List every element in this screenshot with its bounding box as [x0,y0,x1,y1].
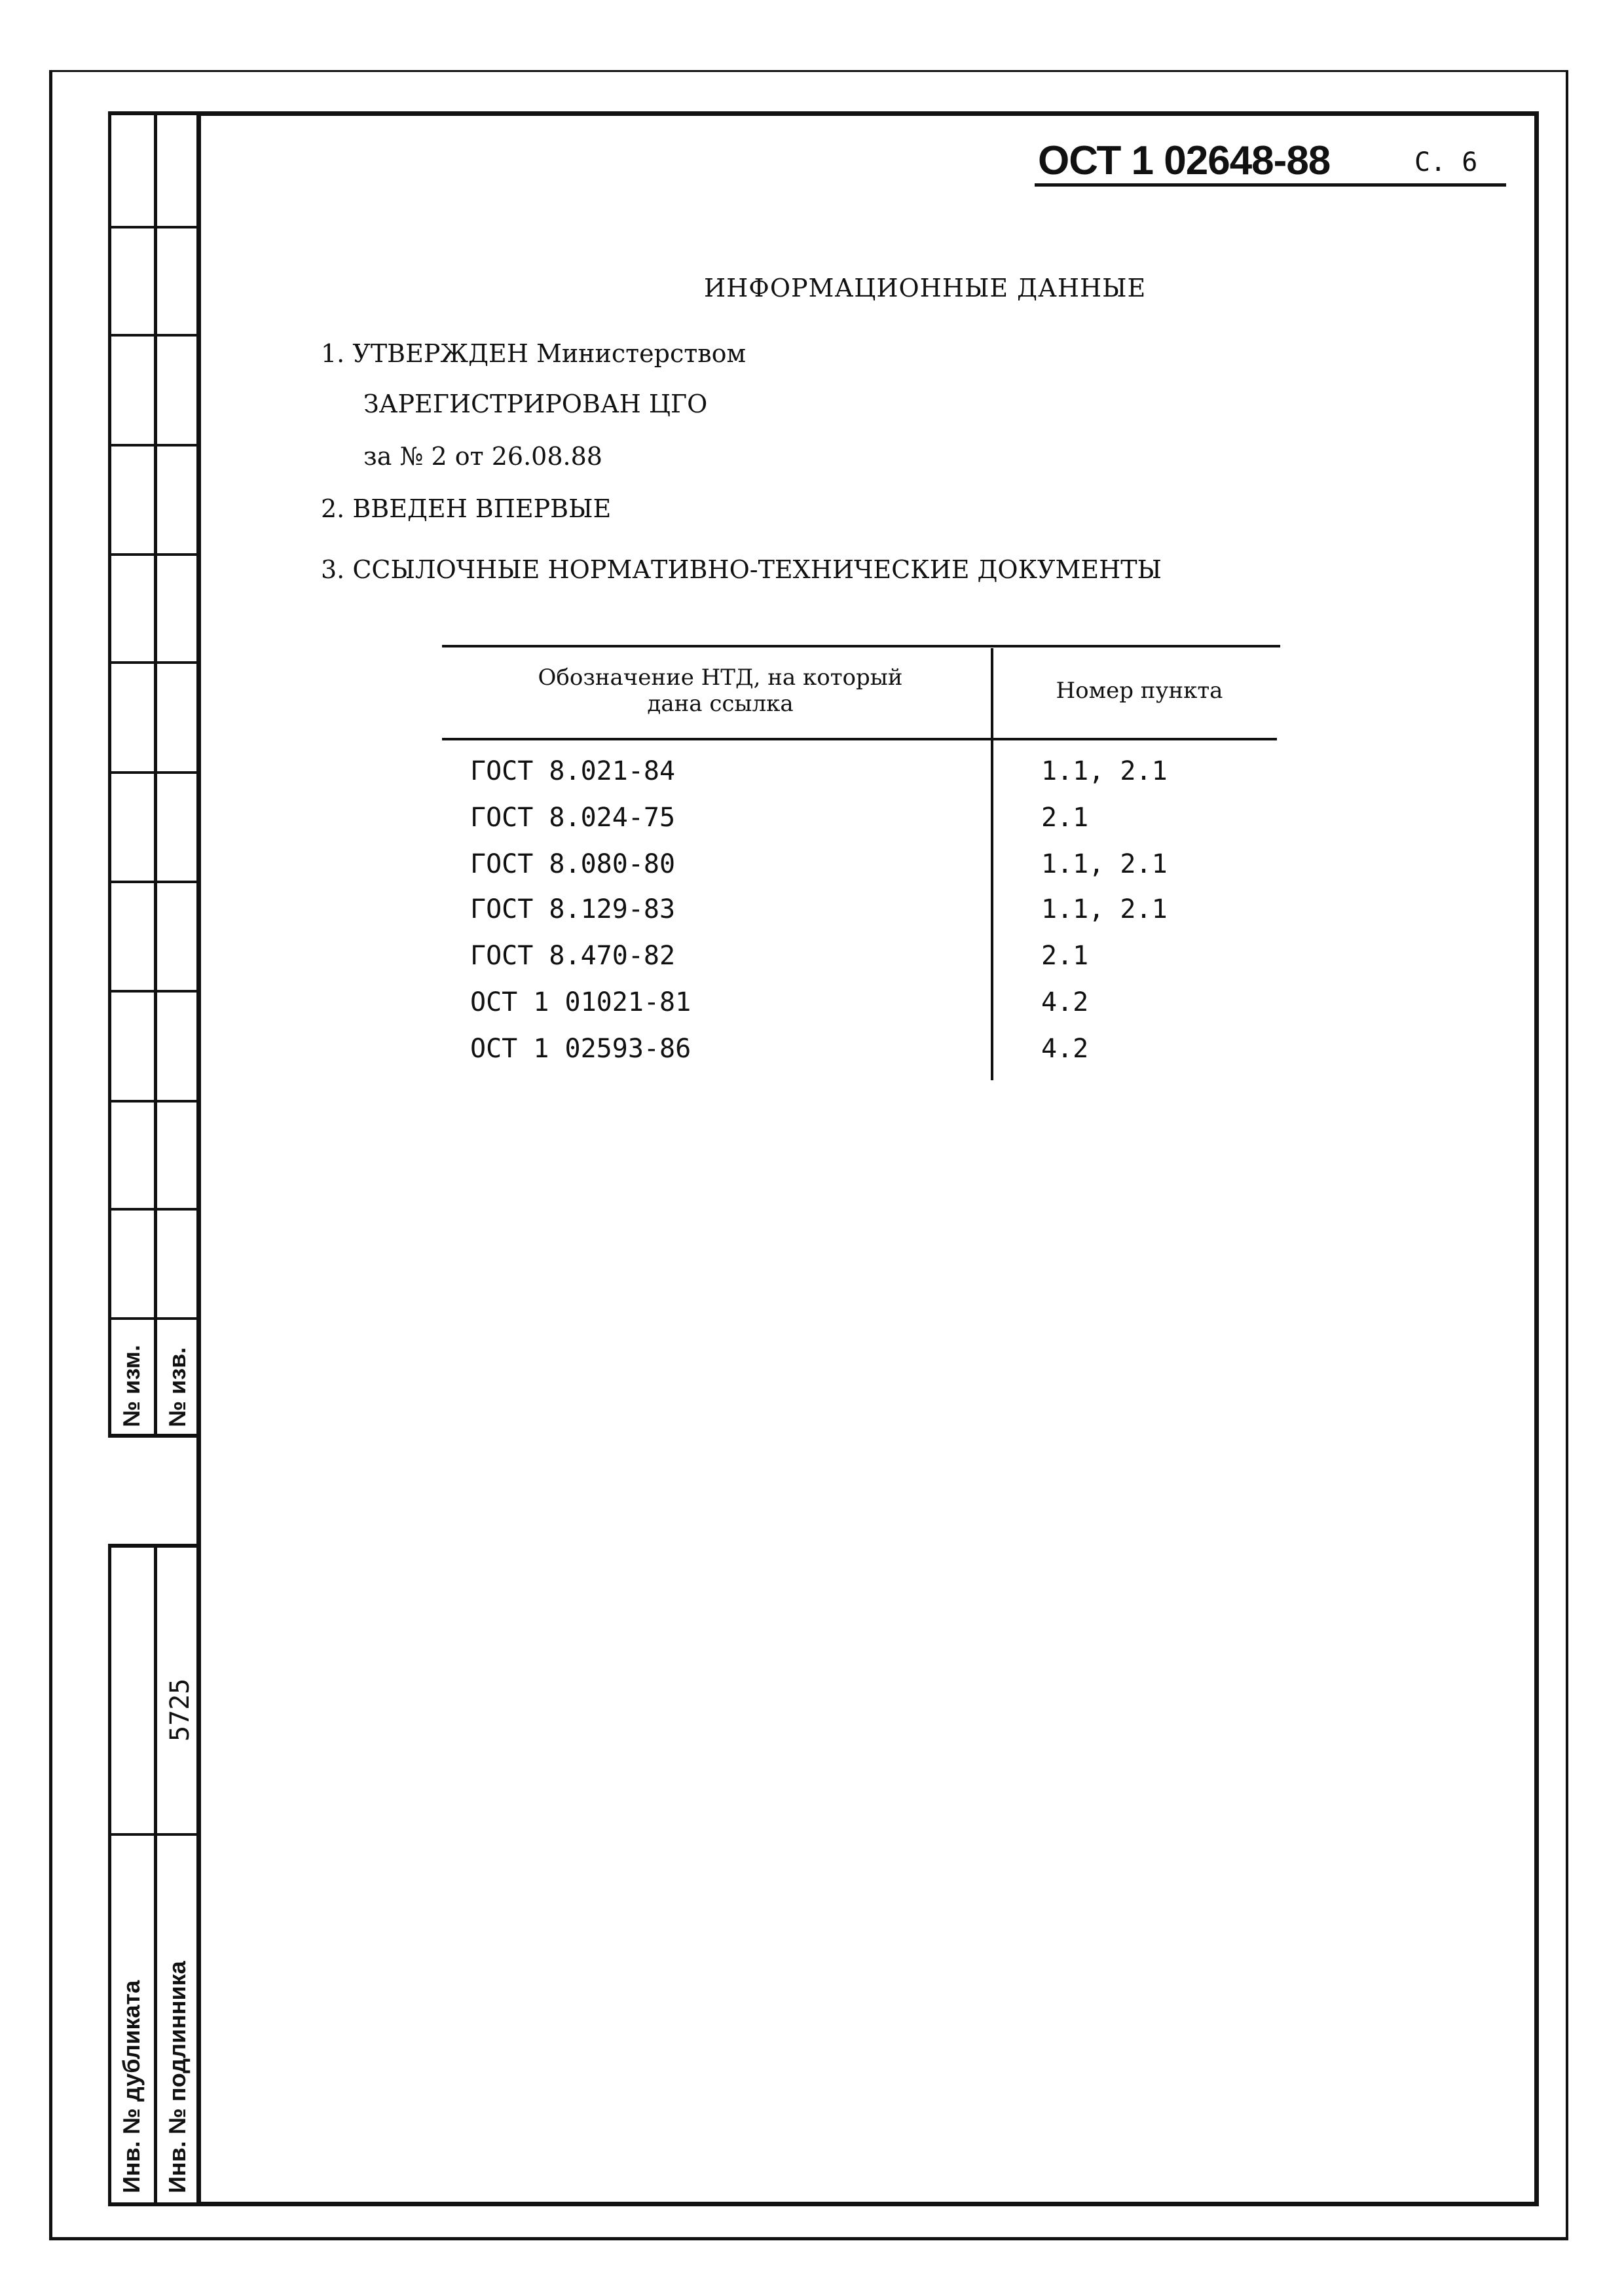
side-strip-line [110,881,198,883]
original-inventory-label: Инв. № подлинника [164,1961,191,2193]
table-column-divider [991,648,993,1080]
side-strip-line [110,661,198,664]
table-cell: ГОСТ 8.024-75 [470,803,676,833]
table-cell: ОСТ 1 01021-81 [470,987,692,1017]
side-strip-line [108,111,111,1436]
list-item [363,442,602,471]
page-frame [196,111,1539,2206]
table-cell: 4.2 [1041,987,1089,1017]
list-item [321,339,746,368]
list-item [321,555,1162,584]
side-strip-line [110,444,198,446]
header-line: дана ссылка [647,691,794,717]
item-text: ССЫЛОЧНЫЕ НОРМАТИВНО-ТЕХНИЧЕСКИЕ ДОКУМЕНТЫ [352,555,1162,584]
table-cell: ОСТ 1 02593-86 [470,1034,692,1064]
table-cell: 1.1, 2.1 [1041,849,1168,879]
side-strip-line [110,226,198,228]
table-header-item-number: Номер пункта [1056,678,1223,704]
side-strip-line [108,2202,200,2206]
notice-number-label: № изв. [164,1347,191,1427]
item-text: ВВЕДЕН ВПЕРВЫЕ [352,494,612,523]
table-cell: 1.1, 2.1 [1041,756,1168,786]
header-line: Обозначение НТД, на который [538,665,903,691]
table-cell: 2.1 [1041,941,1089,971]
side-strip-line [110,553,198,556]
table-cell: ГОСТ 8.470-82 [470,941,676,971]
list-item [321,494,611,523]
table-header-rule [442,738,1277,740]
section-title: ИНФОРМАЦИОННЫЕ ДАННЫЕ [704,274,1147,302]
original-inventory-value: 5725 [165,1678,195,1741]
table-header-designation [471,665,969,717]
table-cell: 1.1, 2.1 [1041,894,1168,924]
side-strip-line [154,1545,157,2206]
side-strip-line [108,1544,200,1548]
item-text: за № 2 от 26.08.88 [363,442,602,471]
side-strip-line [110,1208,198,1211]
item-text: УТВЕРЖДЕН Министерством [352,339,747,368]
side-strip-line [110,1100,198,1102]
table-top-rule [442,645,1280,647]
duplicate-inventory-label: Инв. № дубликата [118,1980,145,2193]
side-strip-line [110,334,198,337]
change-number-label: № изм. [118,1345,145,1427]
table-cell: ГОСТ 8.021-84 [470,756,676,786]
header-rule [1035,183,1506,187]
side-strip-line [108,111,200,115]
table-cell: 2.1 [1041,803,1089,833]
table-cell: ГОСТ 8.129-83 [470,894,676,924]
page-number: С. 6 [1414,147,1478,177]
table-cell: 4.2 [1041,1034,1089,1064]
side-strip-line [108,1833,200,1836]
item-number: 3. [321,555,345,584]
item-number: 2. [321,494,345,523]
table-cell: ГОСТ 8.080-80 [470,849,676,879]
side-strip-line [110,990,198,993]
side-strip-line [108,1434,200,1438]
item-text: ЗАРЕГИСТРИРОВАН ЦГО [363,390,708,418]
item-number: 1. [321,339,345,368]
side-strip-line [108,1545,111,2206]
document-code: ОСТ 1 02648-88 [1038,138,1331,183]
side-strip-line [110,1317,198,1320]
side-strip-line [110,771,198,774]
list-item [363,390,707,418]
side-strip-line [154,111,157,1436]
